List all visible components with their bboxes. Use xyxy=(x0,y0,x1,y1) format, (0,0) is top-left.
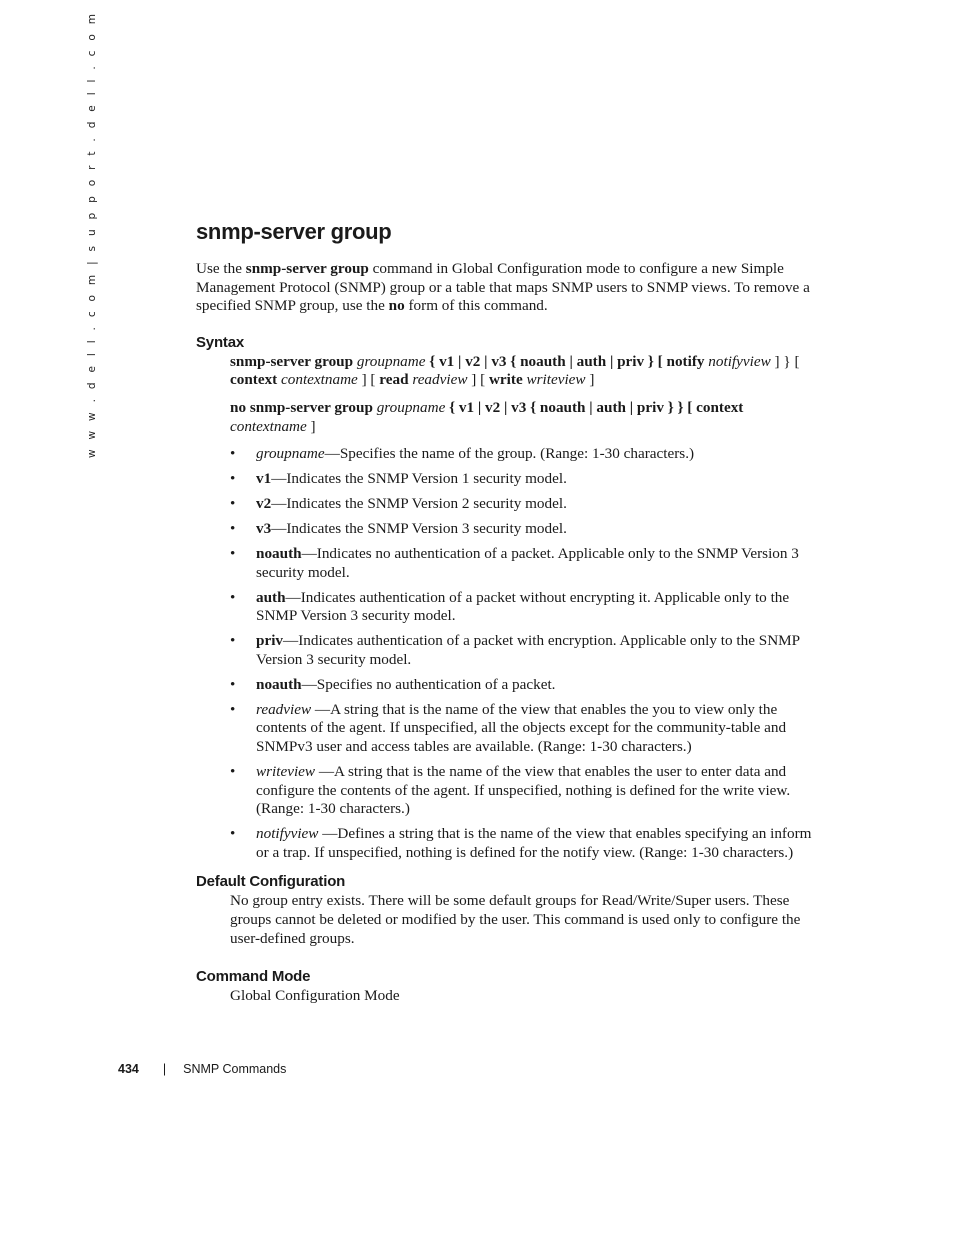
bullet-icon: • xyxy=(230,495,236,513)
no-keyword: no xyxy=(388,297,405,315)
parameter-term: groupname xyxy=(256,445,325,463)
default-config-heading: Default Configuration xyxy=(196,873,346,891)
parameter-item xyxy=(230,763,816,819)
parameter-description: —A string that is the name of the view that enables the you to view only the contents of the agent. If unspecified, all the objects except for the community-table and SNMPv3 user and access tables are available. (Range: 1-30 characters.) xyxy=(256,700,787,755)
parameter-description: —Specifies the name of the group. (Range: 1-30 characters.) xyxy=(324,445,695,463)
parameter-item xyxy=(230,825,816,862)
parameter-item xyxy=(230,632,816,669)
syntax-heading: Syntax xyxy=(196,333,244,351)
parameter-item xyxy=(230,589,816,626)
parameter-term: v1 xyxy=(256,470,272,488)
parameter-description: —Indicates the SNMP Version 3 security model. xyxy=(271,520,567,538)
parameter-description: —Indicates authentication of a packet without encrypting it. Applicable only to the SNMP Version 3 security model. xyxy=(256,588,790,625)
parameter-item xyxy=(230,520,816,539)
parameter-description: —Indicates no authentication of a packet. Applicable only to the SNMP Version 3 security model. xyxy=(256,545,799,581)
default-config-text: No group entry exists. There will be some default groups for Read/Write/Super users. These groups cannot be deleted or modified by the user. This command is used only to configure the user-defined groups. xyxy=(230,892,801,947)
bullet-icon: • xyxy=(230,700,236,718)
command-name: snmp-server group xyxy=(245,260,369,277)
footer-separator: | xyxy=(162,1062,167,1076)
parameter-item xyxy=(230,470,816,489)
command-mode-heading: Command Mode xyxy=(196,968,311,986)
syntax-line-2: no snmp-server group groupname { v1 | v2 | v3 { noauth | auth | priv } } [ context contextname ] xyxy=(230,398,744,435)
parameter-item xyxy=(230,495,816,514)
bullet-icon: • xyxy=(230,445,236,463)
parameter-term: readview xyxy=(256,700,312,718)
bullet-icon: • xyxy=(230,762,236,780)
bullet-icon: • xyxy=(230,520,236,538)
parameter-term: auth xyxy=(256,588,286,606)
parameter-term: v2 xyxy=(256,495,272,513)
side-url-banner: w w w . d e l l . c o m | s u p p o r t . d e l l . c o m xyxy=(86,10,98,458)
bullet-icon: • xyxy=(230,632,236,650)
parameter-description: —Indicates the SNMP Version 2 security model. xyxy=(271,495,567,513)
parameter-description: —Defines a string that is the name of the view that enables specifying an inform or a trap. If unspecified, nothing is defined for the notify view. (Range: 1-30 characters.) xyxy=(256,825,812,861)
command-mode-text: Global Configuration Mode xyxy=(230,987,400,1005)
parameter-list xyxy=(196,445,816,862)
parameter-description: —Indicates authentication of a packet with encryption. Applicable only to the SNMP Version 3 security model. xyxy=(256,632,800,668)
parameter-term: v3 xyxy=(256,520,272,538)
intro-paragraph: Use the snmp-server group command in Global Configuration mode to configure a new Simple Management Protocol (SNMP) group or a table that maps SNMP users to SNMP views. To remove a specified SNMP group, use the no form of this command. xyxy=(196,260,810,315)
parameter-term: notifyview xyxy=(256,825,319,843)
parameter-item xyxy=(230,545,816,582)
parameter-term: noauth xyxy=(256,675,302,693)
bullet-icon: • xyxy=(230,470,236,488)
bullet-icon: • xyxy=(230,588,236,606)
main-content xyxy=(196,218,816,1006)
syntax-line-1: snmp-server group groupname { v1 | v2 | v3 { noauth | auth | priv } [ notify notifyview ] } [ context contextname ] [ read readview ] [ write writeview ] xyxy=(230,352,800,389)
parameter-description: —Specifies no authentication of a packet. xyxy=(301,675,556,693)
parameter-item xyxy=(230,445,816,464)
parameter-item xyxy=(230,676,816,695)
bullet-icon: • xyxy=(230,545,236,563)
parameter-term: priv xyxy=(256,632,284,650)
page-title: snmp-server group xyxy=(196,219,392,244)
parameter-description: —A string that is the name of the view that enables the user to enter data and configure the contents of the agent. If unspecified, nothing is defined for the write view. (Range: 1-30 characters.) xyxy=(256,762,791,818)
bullet-icon: • xyxy=(230,675,236,693)
page-number: 434 xyxy=(118,1062,139,1076)
parameter-term: writeview xyxy=(256,762,316,780)
parameter-description: —Indicates the SNMP Version 1 security model. xyxy=(271,470,567,488)
page-footer xyxy=(118,1062,286,1076)
footer-section-title: SNMP Commands xyxy=(183,1062,287,1076)
bullet-icon: • xyxy=(230,825,236,843)
parameter-term: noauth xyxy=(256,545,302,563)
parameter-item xyxy=(230,701,816,757)
